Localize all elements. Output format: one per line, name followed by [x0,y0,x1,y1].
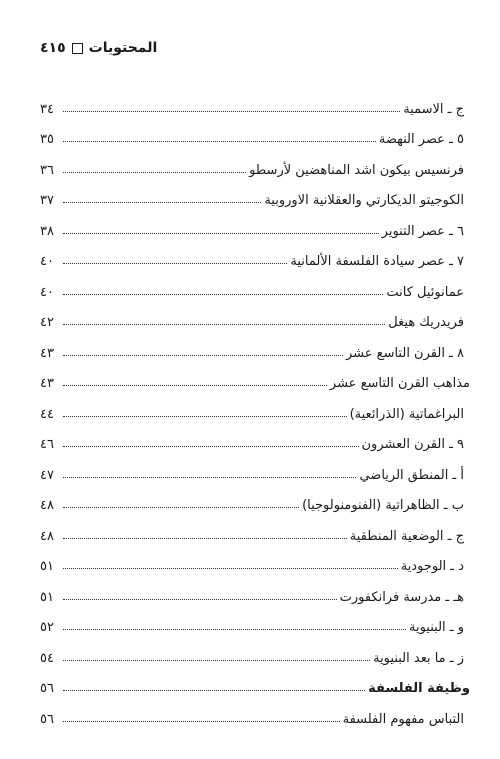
toc-entry-page: ٤٦ [40,437,54,452]
toc-entry-title: ٥ ـ عصر النهضة [378,132,464,147]
toc-entry-page: ٣٨ [40,223,54,239]
toc-entry-page: ٤٧ [40,467,54,483]
leader-dots [63,476,356,478]
leader-dots [63,354,343,356]
toc-entry-title: التباس مفهوم الفلسفة [342,711,464,727]
toc-row[interactable] [40,635,470,666]
toc-row[interactable] [40,452,470,483]
toc-entry-page: ٣٧ [40,193,54,208]
square-icon [72,43,83,54]
toc-row[interactable] [40,208,470,239]
leader-dots [63,262,287,264]
toc-row[interactable] [40,361,470,392]
running-header [40,40,157,56]
header-page-number: ٤١٥ [40,40,66,56]
leader-dots [63,232,379,234]
toc-entry-page: ٥١ [40,559,54,574]
leader-dots [63,140,376,142]
toc-entry-title: عمانوئيل كانت [386,284,464,300]
toc-row[interactable] [40,86,470,117]
leader-dots [63,689,365,691]
header-section-title: المحتويات [88,40,158,56]
toc-entry-title: ٦ ـ عصر التنوير [381,223,464,239]
leader-dots [63,537,347,539]
toc-row[interactable] [40,239,470,270]
leader-dots [63,323,385,325]
toc-entry-page: ٣٦ [40,162,54,178]
toc-entry-title: ٨ ـ القرن التاسع عشر [346,345,464,361]
toc-row[interactable] [40,300,470,331]
toc-entry-page: ٥٢ [40,620,54,635]
toc-row[interactable] [40,269,470,300]
leader-dots [63,659,370,661]
toc-entry-page: ٤٢ [40,315,54,330]
toc-row[interactable] [40,147,470,178]
toc-entry-page: ٤٠ [40,284,54,300]
toc-entry-title: ٧ ـ عصر سيادة الفلسفة الألمانية [290,254,464,269]
toc-row[interactable] [40,117,470,148]
toc-entry-title: ج ـ الاسمية [403,101,464,117]
toc-entry-page: ٤٣ [40,345,54,361]
toc-entry-page: ٤٣ [40,376,54,391]
toc-entry-page: ٥٦ [40,681,54,696]
toc-entry-title: فرنسيس بيكون اشد المناهضين لأرسطو [249,162,464,178]
toc-row[interactable] [40,391,470,422]
toc-entry-page: ٥١ [40,589,54,605]
toc-entry-page: ٤٨ [40,498,54,513]
leader-dots [63,171,246,173]
toc-entry-title: البراغماتية (الذرائعية) [349,406,464,422]
toc-entry-title: ج ـ الوضعية المنطقية [349,528,464,544]
toc-row[interactable] [40,605,470,636]
toc-row[interactable] [40,544,470,575]
toc-entry-page: ٥٦ [40,711,54,727]
toc-entry-title: د ـ الوجودية [400,559,464,574]
toc-entry-page: ٣٥ [40,132,54,147]
leader-dots [63,506,299,508]
leader-dots [63,567,398,569]
toc-entry-page: ٥٤ [40,650,54,666]
toc-entry-page: ٤٠ [40,254,54,269]
toc-entry-page: ٤٤ [40,406,54,422]
leader-dots [63,201,261,203]
leader-dots [63,628,406,630]
leader-dots [63,598,337,600]
toc-entry-title: ٩ ـ القرن العشرون [361,437,464,452]
toc-row[interactable] [40,666,470,697]
toc-row[interactable] [40,513,470,544]
toc-row[interactable] [40,574,470,605]
toc-entry-title: ز ـ ما بعد البنيوية [373,650,464,666]
toc-row[interactable] [40,178,470,209]
toc-row[interactable] [40,483,470,514]
toc-entry-title: ب ـ الظاهراتية (الفنومنولوجيا) [302,498,464,513]
toc-entry-title: فريدريك هيغل [388,315,464,330]
toc-entry-title: وظيفة الفلسفة [368,681,470,696]
leader-dots [63,415,347,417]
toc-row[interactable] [40,330,470,361]
toc-entry-title: مذاهب القرن التاسع عشر [329,376,470,391]
toc-entry-title: الكوجيتو الديكارتي والعقلانية الاوروبية [264,193,464,208]
toc-entry-page: ٣٤ [40,101,54,117]
toc-entry-title: أ ـ المنطق الرياضي [359,467,464,483]
leader-dots [63,110,400,112]
toc-entry-title: و ـ البنيوية [409,620,464,635]
leader-dots [63,384,327,386]
leader-dots [63,720,340,722]
toc-row[interactable] [40,422,470,453]
leader-dots [63,445,359,447]
table-of-contents [40,86,470,727]
leader-dots [63,293,383,295]
toc-entry-page: ٤٨ [40,528,54,544]
toc-row[interactable] [40,696,470,727]
toc-entry-title: هـ ـ مدرسة فرانكفورت [339,589,464,605]
